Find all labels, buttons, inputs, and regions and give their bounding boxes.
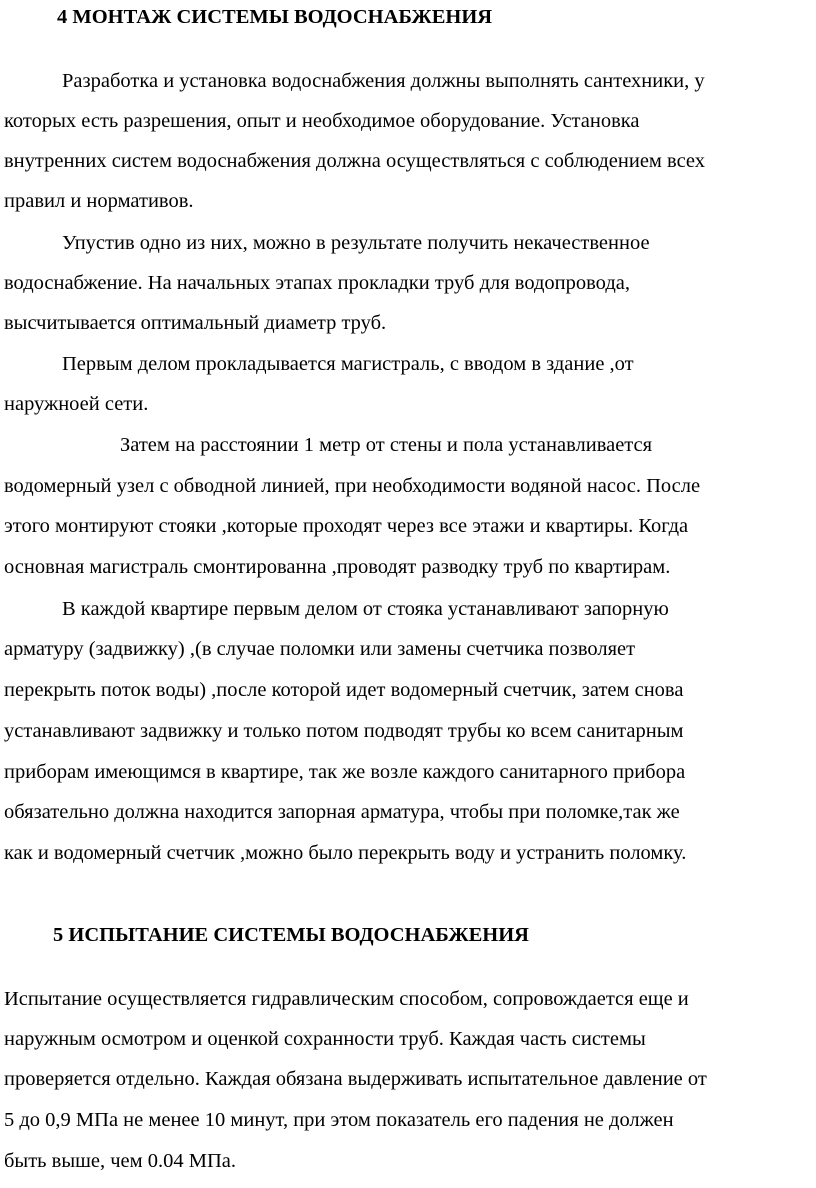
section-5-heading: 5 ИСПЫТАНИЕ СИСТЕМЫ ВОДОСНАБЖЕНИЯ [53, 924, 529, 946]
section-4-line: приборам имеющимся в квартире, так же возле каждого санитарного прибора [4, 761, 686, 783]
section-4-line: внутренних систем водоснабжения должна осуществляться с соблюдением всех [4, 150, 706, 172]
section-4-line: обязательно должна находится запорная арматура, чтобы при поломке,так же [4, 801, 680, 823]
section-4-line: Разработка и установка водоснабжения должны выполнять сантехники, у [62, 70, 705, 92]
section-4-line: Затем на расстоянии 1 метр от стены и пола устанавливается [120, 434, 653, 456]
section-4-line: Упустив одно из них, можно в результате получить некачественное [62, 232, 650, 254]
section-4-line: как и водомерный счетчик ,можно было перекрыть воду и устранить поломку. [4, 842, 687, 864]
section-4-line: арматуру (задвижку) ,(в случае поломки или замены счетчика позволяет [4, 638, 636, 660]
section-4-line: основная магистраль смонтированна ,проводят разводку труб по квартирам. [4, 556, 671, 578]
section-4-line: которых есть разрешения, опыт и необходимое оборудование. Установка [4, 110, 640, 132]
section-5-line: наружным осмотром и оценкой сохранности труб. Каждая часть системы [4, 1028, 646, 1050]
section-4-heading: 4 МОНТАЖ СИСТЕМЫ ВОДОСНАБЖЕНИЯ [57, 6, 493, 28]
section-5-line: 5 до 0,9 МПа не менее 10 минут, при этом показатель его падения не должен [4, 1109, 674, 1131]
section-4-line: правил и нормативов. [4, 190, 194, 212]
section-5-line: проверяется отдельно. Каждая обязана выдерживать испытательное давление от [4, 1068, 707, 1090]
section-4-line: этого монтируют стояки ,которые проходят через все этажи и квартиры. Когда [4, 515, 689, 537]
section-4-line: Первым делом прокладывается магистраль, с вводом в здание ,от [62, 353, 634, 375]
section-4-line: В каждой квартире первым делом от стояка устанавливают запорную [62, 598, 669, 620]
section-4-line: водоснабжение. На начальных этапах прокладки труб для водопровода, [4, 272, 630, 294]
section-4-line: перекрыть поток воды) ,после которой идет водомерный счетчик, затем снова [4, 679, 684, 701]
section-4-line: водомерный узел с обводной линией, при необходимости водяной насос. После [4, 475, 701, 497]
section-4-line: высчитывается оптимальный диаметр труб. [4, 312, 387, 334]
section-5-line: быть выше, чем 0.04 МПа. [4, 1150, 236, 1172]
section-4-line: устанавливают задвижку и только потом подводят трубы ко всем санитарным [4, 720, 684, 742]
section-4-line: наружноей сети. [4, 393, 149, 415]
section-5-line: Испытание осуществляется гидравлическим способом, сопровождается еще и [4, 988, 689, 1010]
